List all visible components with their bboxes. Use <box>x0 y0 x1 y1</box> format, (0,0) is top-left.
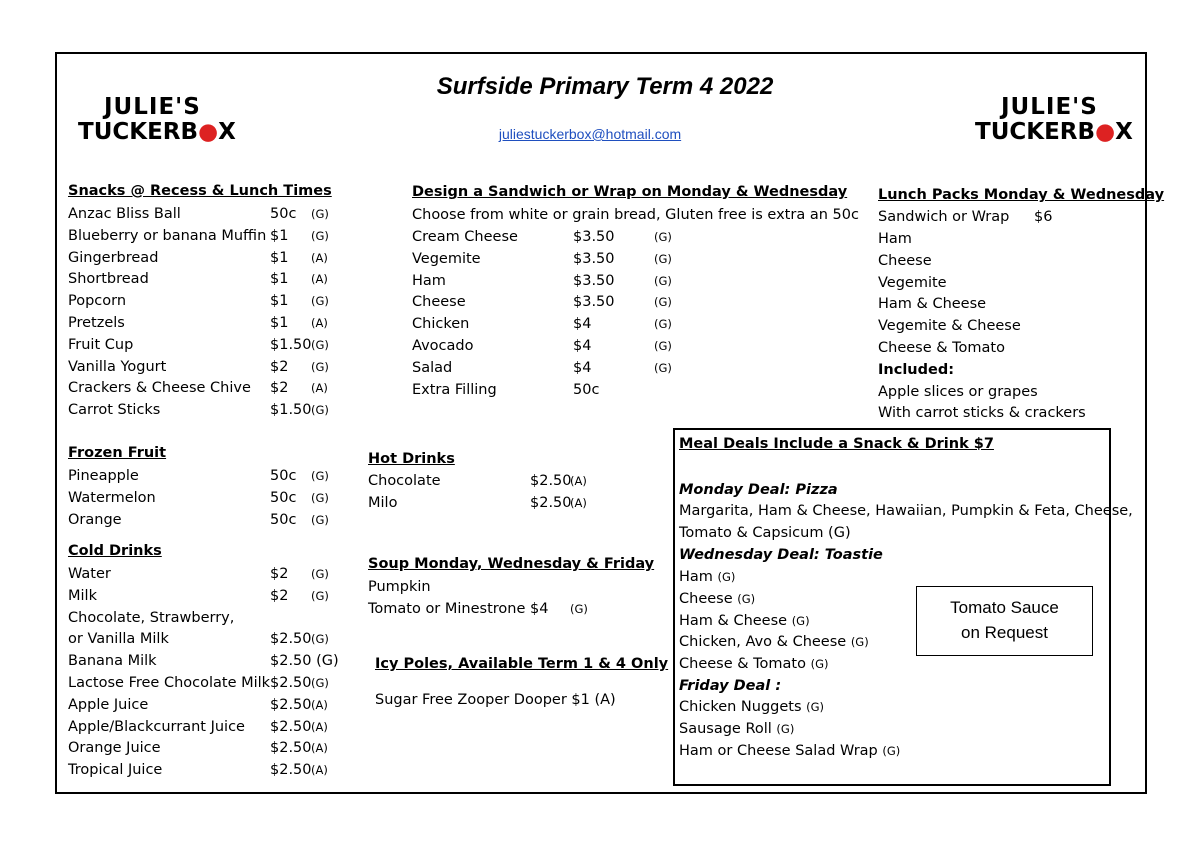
item-price: $3.50 <box>573 272 615 289</box>
item-price: $3.50 <box>573 294 615 311</box>
deal-item-name: Chicken Nuggets <box>679 699 802 715</box>
item-price: $4 <box>573 359 592 376</box>
item-name: Vegemite <box>412 250 481 267</box>
lunch-item: Cheese & Tomato <box>878 340 1005 356</box>
monday-text2: Tomato & Capsicum (G) <box>679 525 851 541</box>
snacks-heading: Snacks @ Recess & Lunch Times <box>68 183 332 199</box>
deal-item-code: (G) <box>806 700 825 714</box>
item-name: Lactose Free Chocolate Milk <box>68 675 271 691</box>
item-name: Vanilla Yogurt <box>68 358 167 375</box>
lunch-item: Ham & Cheese <box>878 296 987 313</box>
item-price: $3.50 <box>573 229 615 245</box>
item-name: Watermelon <box>68 489 156 506</box>
item-name: Water <box>68 566 111 582</box>
item-name: or Vanilla Milk <box>68 631 169 648</box>
item-code: (G) <box>311 512 329 527</box>
item-name: Salad <box>412 359 453 376</box>
lunch-item: Ham <box>878 231 912 247</box>
sandwich-subtitle: Choose from white or grain bread, Gluten free is extra an 50c <box>412 207 859 223</box>
item-name: Tropical Juice <box>68 762 163 779</box>
item-name: Crackers & Cheese Chive <box>68 380 251 397</box>
deal-item-name: Ham <box>679 569 713 585</box>
deal-item <box>679 610 810 632</box>
lunch-item: Vegemite & Cheese <box>878 318 1021 335</box>
item-price: $2.50 (G) <box>270 653 339 670</box>
item-name: Gingerbread <box>68 249 159 266</box>
item-code: (A) <box>311 719 328 734</box>
sandwich-heading: Design a Sandwich or Wrap on Monday & Wednesday <box>412 184 848 200</box>
item-code: (G) <box>311 359 329 374</box>
deal-item-name: Cheese & Tomato <box>679 656 806 673</box>
deal-item-name: Chicken, Avo & Cheese <box>679 634 847 651</box>
item-name: Milo <box>368 495 398 511</box>
item-name: Milk <box>68 587 97 604</box>
item-code: (G) <box>654 360 672 375</box>
deal-item-code: (G) <box>776 721 795 736</box>
item-name: Shortbread <box>68 271 149 288</box>
item-name: Pretzels <box>68 315 125 331</box>
item-code: (A) <box>570 474 587 488</box>
item-code: (G) <box>311 228 329 243</box>
item-price: $1 <box>270 293 289 310</box>
deal-item-code: (G) <box>850 635 869 650</box>
lunch-heading: Lunch Packs Monday & Wednesday <box>878 187 1165 203</box>
item-code: (G) <box>311 676 329 690</box>
deal-item-code: (G) <box>791 613 810 628</box>
item-name: Cream Cheese <box>412 229 518 245</box>
item-name: Avocado <box>412 338 474 354</box>
item-price: $1 <box>270 315 289 331</box>
item-code: (A) <box>311 697 328 712</box>
item-price: 50c <box>270 489 297 506</box>
item-name: Chocolate, Strawberry, <box>68 609 235 626</box>
item-code: (G) <box>311 403 329 418</box>
lunch-item: Cheese <box>878 252 932 269</box>
lunch-first-name: Sandwich or Wrap <box>878 209 1010 225</box>
item-name: Orange <box>68 511 122 528</box>
deal-item <box>679 631 869 653</box>
logo-line1-right: JULIE'S <box>1001 94 1098 120</box>
item-price: $2 <box>270 380 289 397</box>
item-price: 50c <box>270 511 297 528</box>
apple-icon: ● <box>198 119 219 145</box>
item-price: $2.50 <box>530 495 572 511</box>
included-item: With carrot sticks & crackers <box>878 405 1086 422</box>
item-code: (A) <box>311 250 328 265</box>
item-name: Orange Juice <box>68 740 161 757</box>
item-price: $2 <box>270 358 289 375</box>
logo-line2a-right: TUCKERB <box>975 119 1096 145</box>
item-code: (G) <box>654 230 672 244</box>
item-name: Apple Juice <box>68 696 149 713</box>
item-code: (G) <box>311 337 329 352</box>
item-name: Chicken <box>412 316 470 333</box>
apple-icon-right: ● <box>1095 119 1116 145</box>
item-code: (G) <box>654 339 672 353</box>
item-code: (G) <box>654 317 672 332</box>
item-code: (A) <box>311 763 328 778</box>
tomato-sauce-box <box>916 586 1093 656</box>
deal-item <box>679 740 900 762</box>
deal-item-code: (G) <box>810 657 829 672</box>
monday-text1: Margarita, Ham & Cheese, Hawaiian, Pumpkin & Feta, Cheese, <box>679 503 1133 519</box>
logo-line2a: TUCKERB <box>78 119 199 145</box>
included-label: Included: <box>878 361 954 378</box>
item-price: $2.50 <box>270 631 312 648</box>
item-price: 50c <box>270 468 297 484</box>
deal-item-name: Ham or Cheese Salad Wrap <box>679 742 878 759</box>
item-name: Cheese <box>412 294 466 311</box>
item-price: $2.50 <box>270 762 312 779</box>
item-code: (A) <box>311 316 328 330</box>
soup-line2-price: $4 <box>530 601 549 617</box>
item-code: (A) <box>311 381 328 396</box>
included-item: Apple slices or grapes <box>878 383 1038 400</box>
sauce-line2: on Request <box>961 623 1048 642</box>
logo-left <box>78 96 236 144</box>
deal-item-code: (G) <box>882 743 901 758</box>
item-price: $1.50 <box>270 402 312 419</box>
soup-line2-code: (G) <box>570 602 588 616</box>
logo-line2b: X <box>218 119 236 145</box>
logo-right <box>975 96 1133 144</box>
item-price: $4 <box>573 338 592 354</box>
item-name: Pineapple <box>68 468 139 484</box>
lunch-item: Vegemite <box>878 274 947 291</box>
item-price: $4 <box>573 316 592 333</box>
item-price: $2 <box>270 566 289 582</box>
item-code: (G) <box>311 469 329 483</box>
icy-item: Sugar Free Zooper Dooper $1 (A) <box>375 692 616 708</box>
item-code: (G) <box>654 251 672 266</box>
item-name: Ham <box>412 272 446 289</box>
deal-item-name: Cheese <box>679 590 733 607</box>
deal-item-code: (G) <box>737 591 756 606</box>
item-code: (A) <box>311 272 328 287</box>
soup-line2-name: Tomato or Minestrone <box>368 601 526 617</box>
deal-item <box>679 718 794 740</box>
item-price: $2.50 <box>270 740 312 757</box>
soup-line1: Pumpkin <box>368 579 431 595</box>
item-code: (A) <box>311 741 328 756</box>
hot-heading: Hot Drinks <box>368 451 455 467</box>
item-price: $1 <box>270 271 289 288</box>
item-name: Chocolate <box>368 473 441 489</box>
item-code: (G) <box>311 490 329 505</box>
frozen-heading: Frozen Fruit <box>68 445 167 461</box>
deal-item <box>679 653 829 675</box>
logo-line2b-right: X <box>1115 119 1133 145</box>
item-price: $2.50 <box>270 718 312 735</box>
email-link[interactable]: juliestuckerbox@hotmail.com <box>498 126 682 142</box>
item-price: $2 <box>270 587 289 604</box>
item-price: $2.50 <box>270 696 312 713</box>
item-name: Extra Filling <box>412 381 497 398</box>
deal-item <box>679 566 735 588</box>
item-code: (G) <box>311 632 329 647</box>
item-name: Apple/Blackcurrant Juice <box>68 718 245 735</box>
item-code: (G) <box>311 294 329 309</box>
item-price: $1 <box>270 227 289 244</box>
item-price: 50c <box>270 206 297 222</box>
item-name: Blueberry or banana Muffin <box>68 227 267 244</box>
item-price: $1 <box>270 249 289 266</box>
monday-label: Monday Deal: Pizza <box>679 482 838 498</box>
item-code: (G) <box>311 567 329 581</box>
item-price: 50c <box>573 381 600 398</box>
soup-heading: Soup Monday, Wednesday & Friday <box>368 556 655 572</box>
deal-item <box>679 696 824 718</box>
deal-item-name: Sausage Roll <box>679 720 772 737</box>
item-name: Anzac Bliss Ball <box>68 206 181 222</box>
item-name: Carrot Sticks <box>68 402 161 419</box>
item-name: Fruit Cup <box>68 336 134 353</box>
lunch-first-price: $6 <box>1034 209 1053 225</box>
item-code: (A) <box>570 496 587 510</box>
friday-label: Friday Deal : <box>679 678 782 694</box>
meal-heading: Meal Deals Include a Snack & Drink $7 <box>679 436 994 452</box>
item-price: $1.50 <box>270 336 312 353</box>
item-name: Popcorn <box>68 293 127 310</box>
page-title: Surfside Primary Term 4 2022 <box>436 73 774 100</box>
item-price: $2.50 <box>530 473 572 489</box>
logo-line1: JULIE'S <box>104 94 201 120</box>
item-code: (G) <box>654 273 672 288</box>
cold-heading: Cold Drinks <box>68 543 162 559</box>
item-code: (G) <box>654 295 672 310</box>
item-code: (G) <box>311 588 329 603</box>
deal-item-name: Ham & Cheese <box>679 612 788 629</box>
deal-item-code: (G) <box>717 570 736 584</box>
item-name: Banana Milk <box>68 653 157 670</box>
item-code: (G) <box>311 207 329 221</box>
item-price: $2.50 <box>270 675 312 691</box>
wednesday-label: Wednesday Deal: Toastie <box>679 547 883 563</box>
icy-heading: Icy Poles, Available Term 1 & 4 Only <box>375 656 669 672</box>
deal-item <box>679 588 755 610</box>
sauce-line1: Tomato Sauce <box>950 598 1059 617</box>
item-price: $3.50 <box>573 250 615 267</box>
